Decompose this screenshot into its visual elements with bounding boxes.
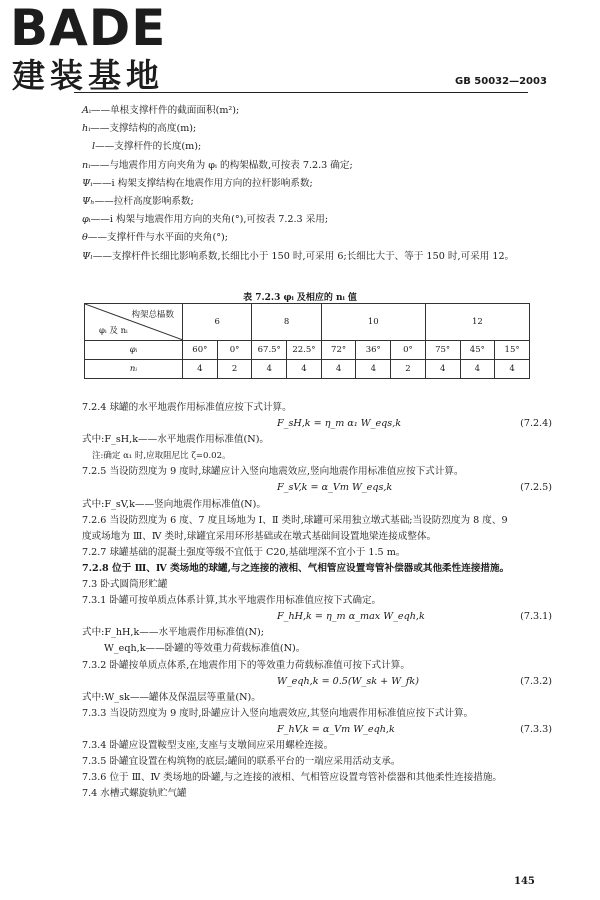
standard-number: GB 50032—2003 xyxy=(455,76,547,87)
definition-item: Aᵢ——单根支撑杆件的截面面积(m²); xyxy=(82,105,240,116)
clause-7-2-8: 7.2.8 位于 Ⅲ、Ⅳ 类场地的球罐,与之连接的液相、气相管应设置弯管补偿器或其他柔性连接措施。 xyxy=(82,562,510,574)
n-cell: 4 xyxy=(425,360,460,379)
clause-7-3-1: 7.3.1 卧罐可按单质点体系计算,其水平地震作用标准值应按下式确定。 xyxy=(82,595,382,607)
group-header: 10 xyxy=(321,304,425,341)
definition-item: l——支撑杆件的长度(m); xyxy=(92,141,202,153)
clause-7-2-6: 7.2.6 当设防烈度为 6 度、7 度且场地为 Ⅰ、Ⅱ 类时,球罐可采用独立墩式基础;当设防烈度为 8 度、9 xyxy=(82,514,508,526)
phi-cell: 15° xyxy=(495,341,530,360)
definition-item: Ψₗ——支撑杆件长细比影响系数,长细比小于 150 时,可采用 6;长细比大于、等于 150 时,可采用 12。 xyxy=(82,250,515,262)
phi-cell: 22.5° xyxy=(287,341,322,360)
page-number: 145 xyxy=(514,876,535,887)
clause-7-2-5: 7.2.5 当设防烈度为 9 度时,球罐应计入竖向地震效应,竖向地震作用标准值应按下式计算。 xyxy=(82,466,464,478)
n-cell: 4 xyxy=(183,360,218,379)
clause-7-2-6-cont: 度或场地为 Ⅲ、Ⅳ 类时,球罐宜采用环形基础或在墩式基础间设置地梁连接成整体。 xyxy=(82,530,437,542)
where-7-2-4: 式中:F_sH,k——水平地震作用标准值(N)。 xyxy=(82,434,270,446)
phi-cell: 60° xyxy=(183,341,218,360)
formula-7-3-1: F_hH,k = η_m α_max W_eqh,k (7.3.1) xyxy=(277,611,552,623)
definition-item: hᵢ——支撑结构的高度(m); xyxy=(82,123,197,135)
row-label-n: nᵢ xyxy=(85,360,183,379)
clause-7-3-6: 7.3.6 位于 Ⅲ、Ⅳ 类场地的卧罐,与之连接的液相、气相管应设置弯管补偿器和其他柔性连接措施。 xyxy=(82,772,503,784)
where-7-2-5: 式中:F_sV,k——竖向地震作用标准值(N)。 xyxy=(82,498,266,510)
formula-7-2-5: F_sV,k = α_Vm W_eqs,k (7.2.5) xyxy=(277,482,552,494)
logo-wordmark: BADE xyxy=(10,0,167,57)
group-header: 12 xyxy=(425,304,529,341)
definition-item: Ψₕ——拉杆高度影响系数; xyxy=(82,196,194,208)
clause-7-3-2: 7.3.2 卧罐按单质点体系,在地震作用下的等效重力荷载标准值可按下式计算。 xyxy=(82,659,410,671)
corner-top-label: 构架总榀数 xyxy=(131,310,174,320)
clause-7-3-4: 7.3.4 卧罐应设置鞍型支座,支座与支墩间应采用螺栓连接。 xyxy=(82,739,334,751)
n-cell: 4 xyxy=(495,360,530,379)
phi-cell: 0° xyxy=(217,341,252,360)
row-label-phi: φᵢ xyxy=(85,341,183,360)
group-header: 8 xyxy=(252,304,321,341)
clause-7-2-4: 7.2.4 球罐的水平地震作用标准值应按下式计算。 xyxy=(82,402,292,413)
formula-7-3-2: W_eqh,k = 0.5(W_sk + W_fk) (7.3.2) xyxy=(277,675,552,687)
definition-item: θ——支撑杆件与水平面的夹角(°); xyxy=(82,232,229,244)
where-7-3-1: 式中:F_hH,k——水平地震作用标准值(N); xyxy=(82,627,264,639)
formula-7-3-3: F_hV,k = α_Vm W_eqh,k (7.3.3) xyxy=(277,723,552,735)
data-table xyxy=(84,303,530,379)
phi-cell: 75° xyxy=(425,341,460,360)
where-7-3-1-b: W_eqh,k——卧罐的等效重力荷载标准值(N)。 xyxy=(104,643,306,655)
where-7-3-2: 式中:W_sk——罐体及保温层等重量(N)。 xyxy=(82,691,261,703)
clause-7-2-7: 7.2.7 球罐基础的混凝土强度等级不宜低于 C20,基础埋深不宜小于 1.5 m。 xyxy=(82,546,406,558)
table-caption: 表 7.2.3 φᵢ 及相应的 nᵢ 值 xyxy=(243,293,357,303)
table-corner-cell xyxy=(85,304,183,341)
clause-7-3-3: 7.3.3 当设防烈度为 9 度时,卧罐应计入竖向地震效应,其竖向地震作用标准值应按下式计算。 xyxy=(82,707,474,719)
n-cell: 4 xyxy=(356,360,391,379)
formula-7-2-4: F_sH,k = η_m α₁ W_eqs,k (7.2.4) xyxy=(277,418,552,430)
phi-cell: 45° xyxy=(460,341,495,360)
n-cell: 4 xyxy=(321,360,356,379)
definition-item: Ψᵢ——i 构架支撑结构在地震作用方向的拉杆影响系数; xyxy=(82,177,313,189)
logo-chinese: 建装基地 xyxy=(12,56,164,95)
n-cell: 4 xyxy=(287,360,322,379)
header-rule xyxy=(74,92,528,93)
definition-item: φᵢ——i 构架与地震作用方向的夹角(°),可按表 7.2.3 采用; xyxy=(82,214,329,226)
n-cell: 2 xyxy=(217,360,252,379)
n-cell: 4 xyxy=(460,360,495,379)
note-7-2-4: 注:确定 α₁ 时,应取阻尼比 ζ=0.02。 xyxy=(92,451,231,462)
group-header: 6 xyxy=(183,304,252,341)
body-text xyxy=(82,400,552,802)
definition-list xyxy=(82,102,552,266)
phi-cell: 67.5° xyxy=(252,341,287,360)
definition-item: nᵢ——与地震作用方向夹角为 φᵢ 的构架榀数,可按表 7.2.3 确定; xyxy=(82,159,353,171)
phi-cell: 72° xyxy=(321,341,356,360)
n-cell: 4 xyxy=(252,360,287,379)
corner-bottom-label: φᵢ 及 nᵢ xyxy=(99,326,128,336)
section-7-3-heading: 7.3 卧式圆筒形贮罐 xyxy=(82,579,168,591)
section-7-4-heading: 7.4 水槽式螺旋轨贮气罐 xyxy=(82,788,187,800)
phi-cell: 36° xyxy=(356,341,391,360)
phi-cell: 0° xyxy=(391,341,426,360)
n-cell: 2 xyxy=(391,360,426,379)
clause-7-3-5: 7.3.5 卧罐宜设置在构筑物的底层;罐间的联系平台的一端应采用活动支承。 xyxy=(82,756,401,768)
